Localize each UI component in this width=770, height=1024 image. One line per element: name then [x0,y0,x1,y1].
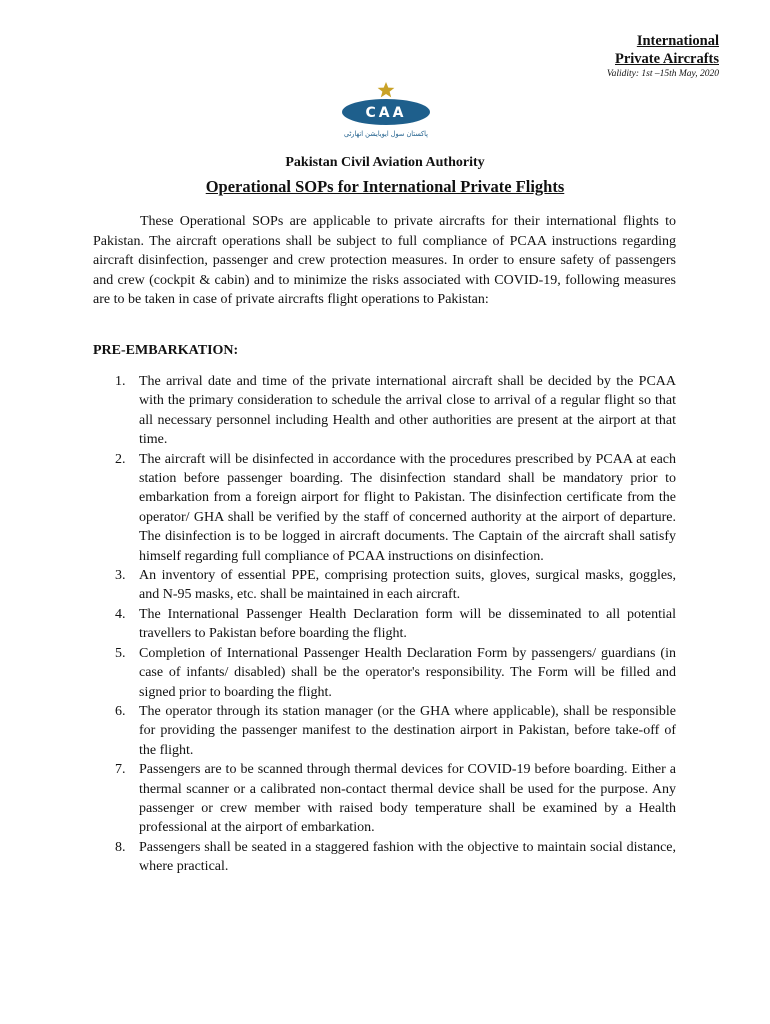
list-item [93,450,676,566]
item-text: Passengers shall be seated in a staggered fashion with the objective to maintain social distance, where practical. [139,839,676,875]
list-item [93,838,676,877]
item-text: The International Passenger Health Declaration form will be disseminated to all potential travellers to Pakistan before boarding the flight. [139,606,676,642]
item-text: The operator through its station manager (or the GHA where applicable), shall be responsible for providing the passenger manifest to the destination airport in Pakistan, before take-off of the flight. [139,703,676,758]
header-line-1: International [636,33,719,49]
list-item [93,605,676,644]
item-text: The aircraft will be disinfected in accordance with the procedures prescribed by PCAA at each station before passenger boarding. The disinfection standard shall be mandatory prior to embarkation from a foreign airport for flight to Pakistan. The disinfection certificate from the operator/ GHA shall be verified by the staff of concerned authority at the airport of departure. The disinfection is to be logged in aircraft documents. The Captain of the aircraft shall satisfy himself regarding full compliance of PCAA instructions on disinfection. [139,451,676,564]
logo-text: CAA [365,105,407,121]
caa-logo [330,82,442,144]
validity-text: Validity: 1st –15th May, 2020 [606,69,719,79]
list-item [93,760,676,838]
section-heading: PRE-EMBARKATION: [93,343,239,358]
item-number: 5. [115,645,126,661]
list-item [93,702,676,760]
item-number: 8. [115,839,126,855]
star-icon [378,82,395,97]
item-text: The arrival date and time of the private international aircraft shall be decided by the PCAA with the primary consideration to schedule the arrival close to arrival of a regular flight so that all necessary personnel including Health and other authorities are present at the airport at that time. [139,374,676,448]
list-item [93,372,676,450]
logo-urdu-text: پاکستان سول ایویایشن اتھارٹی [344,130,429,138]
item-text: Passengers are to be scanned through thermal devices for COVID-19 before boarding. Either a thermal scanner or a calibrated non-contact thermal device shall be used for the purpose. Any passenger or crew member with raised body temperature shall be examined by a Health professional at the airport of embarkation. [139,762,676,836]
list-item [93,644,676,702]
item-number: 3. [115,568,126,584]
intro-paragraph: These Operational SOPs are applicable to private aircrafts for their international flights to Pakistan. The aircraft operations shall be subject to full compliance of PCAA instructions regarding aircraft disinfection, passenger and crew protection measures. In order to ensure safety of passengers and crew (cockpit & cabin) and to minimize the risks associated with COVID-19, following measures are to be taken in case of private aircrafts flight operations to Pakistan: [93,214,676,308]
item-text: Completion of International Passenger Health Declaration Form by passengers/ guardians (in case of infants/ disabled) shall be the operator's responsibility. The Form will be filled and signed prior to boarding the flight. [139,645,676,700]
document-header [607,32,719,79]
header-line-2: Private Aircrafts [614,51,719,67]
item-number: 1. [115,374,126,389]
item-number: 6. [115,703,126,719]
item-number: 7. [115,762,126,778]
measures-list [93,372,676,877]
item-number: 2. [115,451,126,467]
item-text: An inventory of essential PPE, comprising protection suits, gloves, surgical masks, goggles, and N-95 masks, etc. shall be maintained in each aircraft. [139,568,676,603]
list-item [93,566,676,605]
item-number: 4. [115,606,126,622]
organization-name: Pakistan Civil Aviation Authority [285,155,485,170]
document-title: Operational SOPs for International Private Flights [205,177,565,196]
